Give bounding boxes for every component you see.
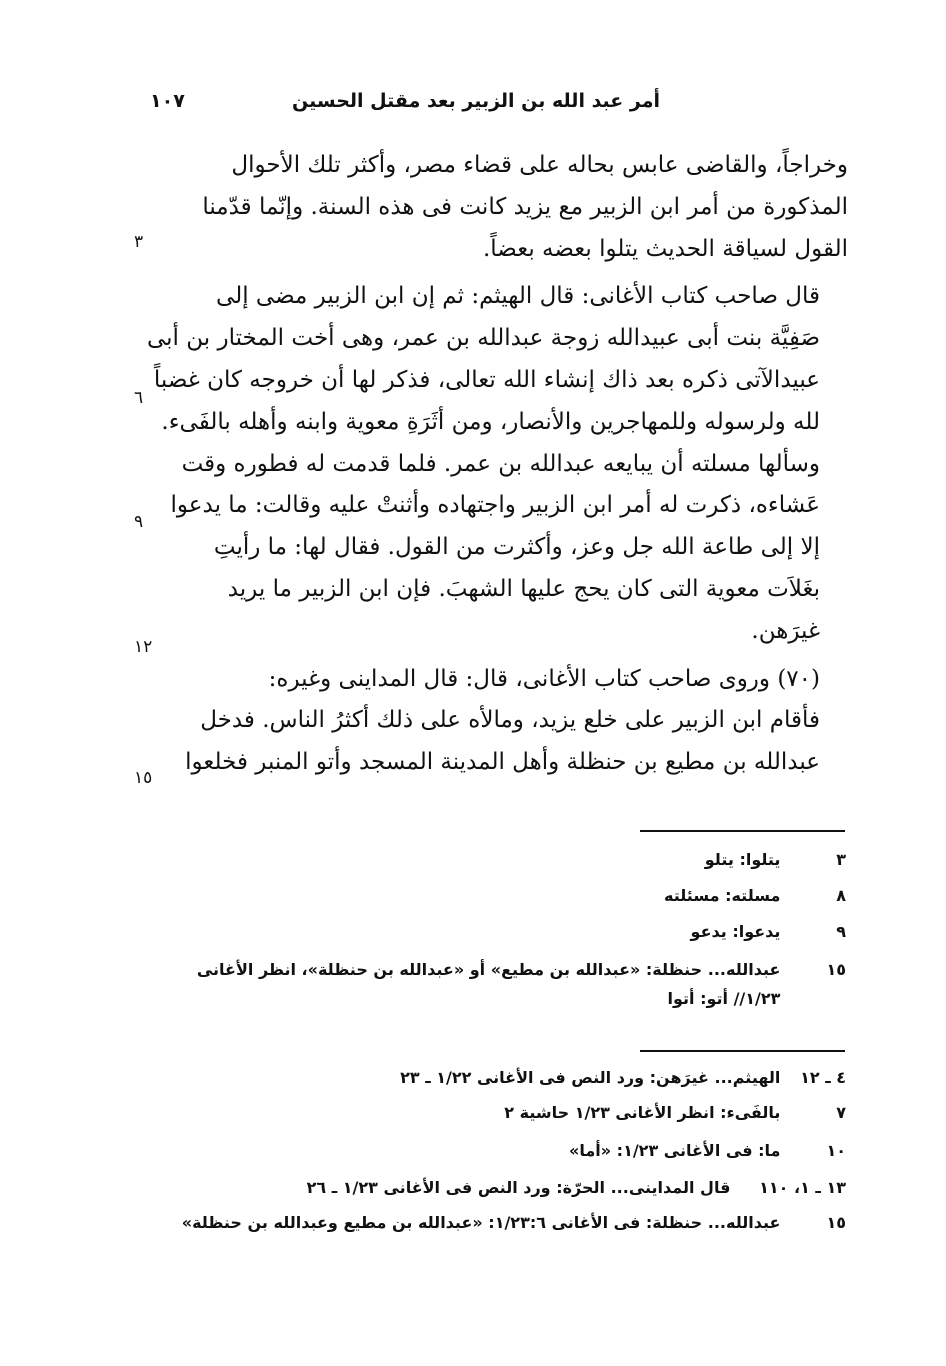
line-number: ١٢ [134, 637, 153, 657]
source-note [504, 1103, 846, 1122]
note-text: عبدالله... حنظلة: فى الأغانى ١/٢٣:٦: «عبدالله بن مطيع وعبدالله بن حنظلة» [181, 1213, 781, 1232]
source-note [400, 1068, 846, 1087]
note-number: ١٥ [826, 1213, 846, 1232]
footnote-rule [640, 830, 845, 832]
note-text: الهيثم... غيرَهن: ورد النص فى الأغانى ١/٢٢ ـ ٢٣ [400, 1068, 781, 1087]
text-line: قال صاحب كتاب الأغانى: قال الهيثم: ثم إن ابن الزبير مضى إلى [216, 283, 820, 310]
text-line: وخراجاً، والقاضى عابس بحاله على قضاء مصر، وأكثر تلك الأحوال [231, 152, 848, 178]
note-number: ٨ [836, 886, 846, 905]
running-title: أمر عبد الله بن الزبير بعد مقتل الحسين [292, 90, 660, 112]
note-text: بالفَىء: انظر الأغانى ١/٢٣ حاشية ٢ [504, 1103, 781, 1122]
text-line: صَفِيَّة بنت أبى عبيدالله زوجة عبدالله بن عمر، وهى أخت المختار بن أبى [146, 325, 820, 352]
note-text: عبدالله... حنظلة: «عبدالله بن مطيع» أو «عبدالله بن حنظلة»، انظر الأغانى ١/٢٣// أتو: أتوا [196, 960, 781, 1008]
note-number: ١٠ [826, 1141, 846, 1160]
source-note [307, 1178, 846, 1197]
note-number: ١٣ ـ ١، ١١٠ [759, 1178, 846, 1197]
source-note [182, 1213, 846, 1232]
page-number: ١٠٧ [150, 90, 185, 112]
note-text: ما: فى الأغانى ١/٢٣: «أما» [569, 1141, 781, 1160]
text-line: غيرَهن. [751, 617, 820, 644]
text-line: وسألها مسلته أن يبايعه عبدالله بن عمر. فلما قدمت له فطوره وقت [181, 450, 820, 477]
note-number: ١٥ [826, 960, 846, 979]
note-text: قال المداينى... الحرّة: ورد النص فى الأغانى ١/٢٣ ـ ٢٦ [306, 1178, 731, 1197]
line-number: ٦ [134, 388, 144, 408]
paragraph [158, 659, 848, 784]
text-line: لله ولرسوله وللمهاجرين والأنصار، ومن أثَرَةِ معوية وابنه وأهله بالفَىء. [161, 408, 820, 435]
apparatus-note [156, 955, 846, 1013]
text-line: (٧٠) وروى صاحب كتاب الأغانى، قال: قال المداينى وغيره: [268, 665, 820, 692]
paragraph [158, 145, 848, 270]
line-number: ٣ [134, 232, 144, 252]
line-number: ١٥ [134, 768, 153, 788]
note-text: يدعوا: يدعو [690, 922, 781, 941]
note-number: ٤ ـ ١٢ [800, 1068, 846, 1087]
apparatus-note [664, 886, 846, 905]
text-line: عَشاءه، ذكرت له أمر ابن الزبير واجتهاده وأثنتْ عليه وقالت: ما يدعوا [170, 492, 820, 519]
text-line: المذكورة من أمر ابن الزبير مع يزيد كانت فى هذه السنة. وإنّما قدّمنا [202, 193, 848, 220]
note-number: ٣ [836, 850, 846, 869]
note-number: ٧ [836, 1103, 846, 1122]
note-text: يتلوا: يتلو [704, 850, 781, 869]
source-note [569, 1141, 846, 1160]
running-header [150, 88, 850, 122]
line-number: ٩ [134, 512, 144, 532]
apparatus-note [691, 922, 846, 941]
text-line: إلا إلى طاعة الله جل وعز، وأكثرت من القول. فقال لها: ما رأيتِ [213, 534, 820, 561]
text-line: عبدالله بن مطيع بن حنظلة وأهل المدينة المسجد وأتو المنبر فخلعوا [185, 749, 820, 776]
footnote-rule [640, 1050, 845, 1052]
text-line: بغَلاَت معوية التى كان يحج عليها الشهبَ. فإن ابن الزبير ما يريد [227, 575, 820, 602]
note-text: مسلته: مسئلته [664, 886, 781, 905]
text-line: القول لسياقة الحديث يتلوا بعضه بعضاً. [482, 235, 848, 262]
text-line: عبيدالآتى ذكره بعد ذاك إنشاء الله تعالى، فذكر لها أن خروجه كان غضباً [153, 366, 820, 393]
paragraph [146, 276, 848, 652]
note-number: ٩ [836, 922, 846, 941]
main-text [146, 145, 848, 784]
apparatus-note [705, 850, 846, 869]
text-line: فأقام ابن الزبير على خلع يزيد، ومالأه على ذلك أكثرُ الناس. فدخل [200, 707, 820, 734]
